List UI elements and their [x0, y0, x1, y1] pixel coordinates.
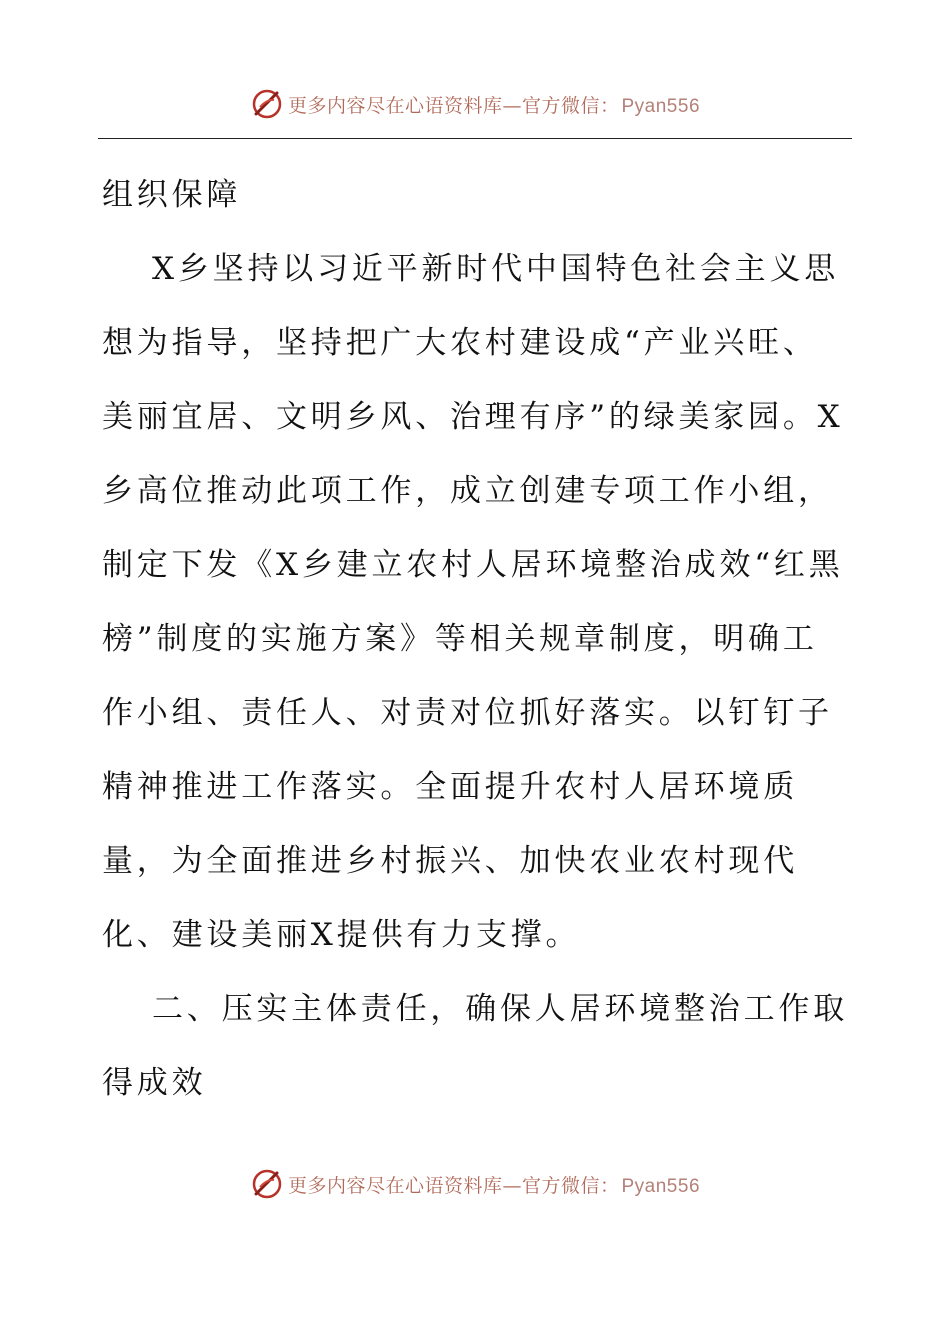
- section-heading: 二、压实主体责任，确保人居环境整治工作取得成效: [102, 991, 848, 1101]
- watermark-text: 更多内容尽在心语资料库—官方微信： Pyan556: [287, 1174, 701, 1197]
- section-tail-heading: 组织保障: [102, 177, 242, 213]
- pen-logo-icon: [250, 1167, 284, 1201]
- body-paragraph: X乡坚持以习近平新时代中国特色社会主义思想为指导，坚持把广大农村建设成“产业兴旺、美丽宜居、文明乡风、治理有序”的绿美家园。X乡高位推动此项工作，成立创建专项工作小组，制定下发《X乡建立农村人居环境整治成效“红黑榜”制度的实施方案》等相关规章制度，明确工作小组、责任人、对责对位抓好落实。以钉钉子精神推进工作落实。全面提升农村人居环境质量，为全面推进乡村振兴、加快农业农村现代化、建设美丽X提供有力支撑。: [102, 251, 844, 953]
- wechat-account: Pyan556: [621, 95, 701, 117]
- header-rule: [98, 138, 852, 139]
- watermark-text: 更多内容尽在心语资料库—官方微信： Pyan556: [287, 94, 701, 117]
- wechat-account: Pyan556: [621, 1175, 701, 1197]
- header-watermark: [0, 82, 950, 126]
- pen-logo-icon: [250, 87, 284, 121]
- footer-watermark: [0, 1162, 950, 1206]
- document-body: [102, 158, 850, 1120]
